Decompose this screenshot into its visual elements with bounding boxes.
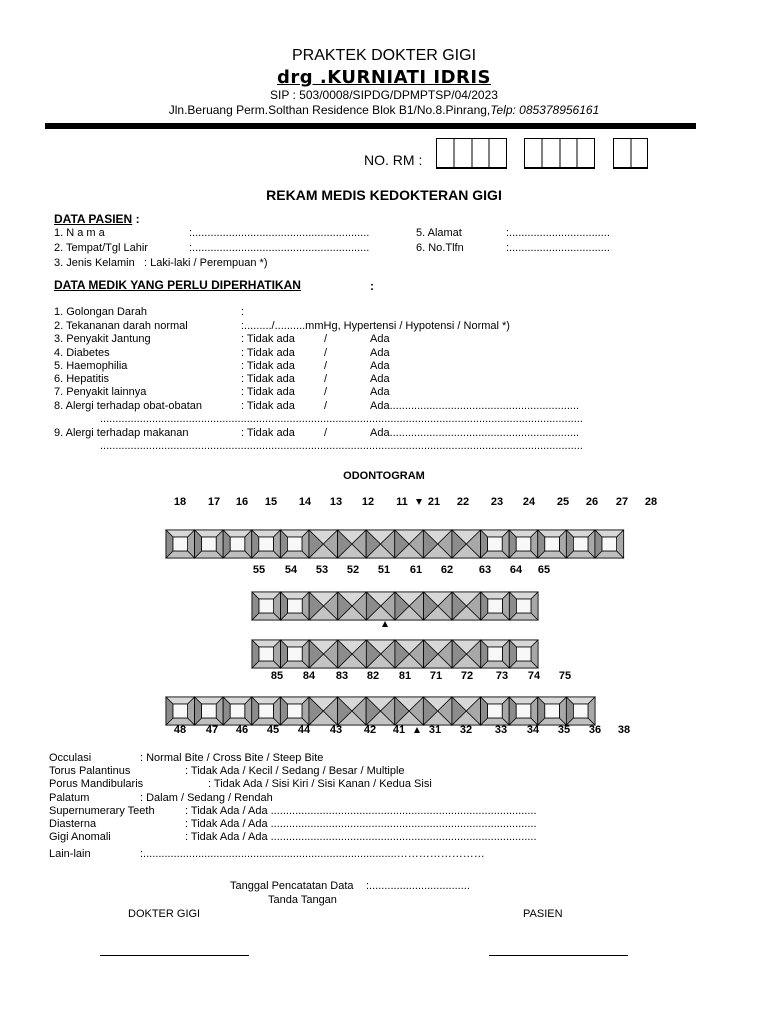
tooth-number-72: 72 xyxy=(460,670,474,682)
tooth-number-36: 36 xyxy=(588,724,602,736)
tooth-molar-44[interactable] xyxy=(280,697,309,725)
tooth-molar-35[interactable] xyxy=(509,697,538,725)
tooth-molar-38[interactable] xyxy=(566,697,595,725)
medical-value-3[interactable]: : Tidak ada xyxy=(241,333,295,345)
medical-label-4: 4. Diabetes xyxy=(54,347,110,359)
patient-gender-label: 3. Jenis Kelamin xyxy=(54,257,135,269)
tooth-number-32: 32 xyxy=(459,724,473,736)
medical-label-9: 9. Alergi terhadap makanan xyxy=(54,427,189,439)
tooth-number-34: 34 xyxy=(526,724,540,736)
tooth-molar-17[interactable] xyxy=(195,530,224,558)
tooth-number-16: 16 xyxy=(235,496,249,508)
medical-sep-8: / xyxy=(324,400,328,412)
tooth-number-52: 52 xyxy=(346,564,360,576)
exam-value-supernumerary[interactable]: : Tidak Ada / Ada ....................................................................................... xyxy=(185,805,537,817)
record-date-label: Tanggal Pencatatan Data xyxy=(230,880,354,892)
tooth-number-82: 82 xyxy=(366,670,380,682)
tooth-incisor-31[interactable] xyxy=(395,697,424,725)
tooth-incisor-21[interactable] xyxy=(395,530,424,558)
tooth-molar-48[interactable] xyxy=(166,697,195,725)
medical-label-5: 5. Haemophilia xyxy=(54,360,128,372)
medical-sep-4: / xyxy=(324,347,328,359)
tooth-molar-45[interactable] xyxy=(252,697,281,725)
exam-value-torus[interactable]: : Tidak Ada / Kecil / Sedang / Besar / Multiple xyxy=(185,765,405,777)
medical-heading-colon: : xyxy=(370,279,374,293)
tooth-number-38: 38 xyxy=(617,724,631,736)
tooth-number-64: 64 xyxy=(509,564,523,576)
patient-phone-label: 6. No.Tlfn xyxy=(416,242,464,254)
doctor-signature-label: DOKTER GIGI xyxy=(128,908,201,920)
medical-value-4[interactable]: : Tidak ada xyxy=(241,347,295,359)
tooth-molar-28[interactable] xyxy=(595,530,624,558)
tooth-molar-24[interactable] xyxy=(481,530,510,558)
midline-marker-deciduous xyxy=(382,621,388,627)
patient-signature-label: PASIEN xyxy=(523,908,563,920)
tooth-number-25: 25 xyxy=(556,496,570,508)
tooth-number-31: 31 xyxy=(428,724,442,736)
medical-alt-5[interactable]: Ada xyxy=(370,360,390,372)
patient-heading-colon: : xyxy=(135,212,140,226)
patient-signature-line[interactable] xyxy=(489,955,628,956)
tooth-number-15: 15 xyxy=(264,496,278,508)
patient-name-field[interactable]: :.......................................................... xyxy=(189,227,370,239)
doctor-signature-line[interactable] xyxy=(100,955,249,956)
tooth-incisor-13[interactable] xyxy=(309,530,338,558)
medical-value-6[interactable]: : Tidak ada xyxy=(241,373,295,385)
exam-value-diastema[interactable]: : Tidak Ada / Ada ....................................................................................... xyxy=(185,818,537,830)
tooth-incisor-72[interactable] xyxy=(424,640,453,668)
tooth-incisor-51[interactable] xyxy=(366,592,395,620)
tooth-incisor-61[interactable] xyxy=(395,592,424,620)
tooth-molar-25[interactable] xyxy=(509,530,538,558)
doctor-name: drg .KURNIATI IDRIS xyxy=(276,67,492,88)
tooth-incisor-43[interactable] xyxy=(309,697,338,725)
exam-value-palatum[interactable]: : Dalam / Sedang / Rendah xyxy=(140,792,273,804)
tooth-incisor-82[interactable] xyxy=(338,640,367,668)
exam-value-other[interactable]: :...................................................................................…………………… xyxy=(140,848,485,860)
tooth-molar-18[interactable] xyxy=(166,530,195,558)
tooth-number-61: 61 xyxy=(409,564,423,576)
signature-heading: Tanda Tangan xyxy=(268,894,337,906)
exam-label-anomaly: Gigi Anomali xyxy=(49,831,111,843)
medical-dotline-9[interactable]: .............................................................................................................................................................. xyxy=(100,440,583,452)
medical-sep-5: / xyxy=(324,360,328,372)
tooth-molar-74[interactable] xyxy=(481,640,510,668)
medical-alt-4[interactable]: Ada xyxy=(370,347,390,359)
tooth-number-28: 28 xyxy=(644,496,658,508)
patient-address-field[interactable]: :................................. xyxy=(506,227,610,239)
tooth-number-17: 17 xyxy=(207,496,221,508)
exam-value-anomaly[interactable]: : Tidak Ada / Ada ....................................................................................... xyxy=(185,831,537,843)
medical-label-1: 1. Golongan Darah xyxy=(54,306,147,318)
tooth-molar-36[interactable] xyxy=(538,697,567,725)
tooth-number-46: 46 xyxy=(235,724,249,736)
medical-alt-6[interactable]: Ada xyxy=(370,373,390,385)
exam-value-porus[interactable]: : Tidak Ada / Sisi Kiri / Sisi Kanan / Kedua Sisi xyxy=(208,778,432,790)
tooth-molar-46[interactable] xyxy=(223,697,252,725)
patient-birth-field[interactable]: :.......................................................... xyxy=(189,242,370,254)
patient-phone-field[interactable]: :................................. xyxy=(506,242,610,254)
tooth-number-12: 12 xyxy=(361,496,375,508)
patient-address-label: 5. Alamat xyxy=(416,227,462,239)
tooth-number-65: 65 xyxy=(537,564,551,576)
medical-label-8: 8. Alergi terhadap obat-obatan xyxy=(54,400,203,412)
medical-sep-7: / xyxy=(324,386,328,398)
medical-sep-9: / xyxy=(324,427,328,439)
tooth-molar-64[interactable] xyxy=(481,592,510,620)
tooth-molar-15[interactable] xyxy=(252,530,281,558)
tooth-number-44: 44 xyxy=(297,724,311,736)
tooth-number-13: 13 xyxy=(329,496,343,508)
medical-label-3: 3. Penyakit Jantung xyxy=(54,333,151,345)
tooth-molar-14[interactable] xyxy=(280,530,309,558)
tooth-number-35: 35 xyxy=(557,724,571,736)
patient-name-label: 1. N a m a xyxy=(54,227,105,239)
tooth-molar-16[interactable] xyxy=(223,530,252,558)
rm-label: NO. RM : xyxy=(364,152,423,168)
medical-label-6: 6. Hepatitis xyxy=(54,373,110,385)
tooth-number-11: 11 xyxy=(396,496,408,508)
medical-alt-8[interactable]: Ada.............................................................. xyxy=(370,400,580,412)
patient-gender-field[interactable]: : Laki-laki / Perempuan *) xyxy=(144,257,268,269)
medical-dotline-8[interactable]: .............................................................................................................................................................. xyxy=(100,413,583,425)
tooth-number-22: 22 xyxy=(456,496,470,508)
tooth-molar-75[interactable] xyxy=(509,640,538,668)
tooth-molar-55[interactable] xyxy=(252,592,281,620)
tooth-incisor-71[interactable] xyxy=(395,640,424,668)
exam-label-diastema: Diasterna xyxy=(49,818,97,830)
exam-label-supernumerary: Supernumerary Teeth xyxy=(49,805,155,817)
medical-alt-9[interactable]: Ada.............................................................. xyxy=(370,427,580,439)
tooth-incisor-33[interactable] xyxy=(452,697,481,725)
tooth-number-74: 74 xyxy=(527,670,541,682)
tooth-incisor-41[interactable] xyxy=(366,697,395,725)
tooth-molar-47[interactable] xyxy=(195,697,224,725)
tooth-number-18: 18 xyxy=(173,496,187,508)
tooth-number-71: 71 xyxy=(429,670,443,682)
record-date-field[interactable]: :................................. xyxy=(366,880,470,892)
patient-birth-label: 2. Tempat/Tgl Lahir xyxy=(54,242,148,254)
tooth-incisor-42[interactable] xyxy=(338,697,367,725)
tooth-molar-26[interactable] xyxy=(538,530,567,558)
tooth-number-48: 48 xyxy=(173,724,187,736)
tooth-number-33: 33 xyxy=(494,724,508,736)
clinic-name: PRAKTEK DOKTER GIGI xyxy=(291,47,477,64)
exam-label-palatum: Palatum xyxy=(49,792,90,804)
tooth-molar-34[interactable] xyxy=(481,697,510,725)
midline-marker-lower xyxy=(414,727,420,733)
tooth-number-27: 27 xyxy=(615,496,629,508)
tooth-number-23: 23 xyxy=(490,496,504,508)
tooth-incisor-52[interactable] xyxy=(338,592,367,620)
tooth-number-14: 14 xyxy=(298,496,312,508)
license-number: SIP : 503/0008/SIPDG/DPMPTSP/04/2023 xyxy=(270,88,498,102)
exam-label-torus: Torus Palantinus xyxy=(49,765,131,777)
odontogram-title: ODONTOGRAM xyxy=(343,470,425,482)
tooth-incisor-11[interactable] xyxy=(366,530,395,558)
tooth-number-63: 63 xyxy=(478,564,492,576)
tooth-number-83: 83 xyxy=(335,670,349,682)
tooth-number-81: 81 xyxy=(398,670,412,682)
form-title: REKAM MEDIS KEDOKTERAN GIGI xyxy=(266,187,502,203)
tooth-incisor-23[interactable] xyxy=(452,530,481,558)
medical-value-1[interactable]: : xyxy=(241,306,245,318)
exam-label-occlusion: Occulasi xyxy=(49,752,92,764)
tooth-number-42: 42 xyxy=(363,724,377,736)
medical-label-7: 7. Penyakit lainnya xyxy=(54,386,147,398)
medical-sep-6: / xyxy=(324,373,328,385)
tooth-number-45: 45 xyxy=(266,724,280,736)
medical-label-2: 2. Tekananan darah normal xyxy=(54,320,188,332)
tooth-number-54: 54 xyxy=(284,564,298,576)
medical-alt-3[interactable]: Ada xyxy=(370,333,390,345)
medical-section-heading: DATA MEDIK YANG PERLU DIPERHATIKAN xyxy=(54,278,301,292)
tooth-number-24: 24 xyxy=(522,496,536,508)
exam-label-porus: Porus Mandibularis xyxy=(49,778,144,790)
tooth-incisor-22[interactable] xyxy=(423,530,452,558)
medical-value-9[interactable]: : Tidak ada xyxy=(241,427,295,439)
tooth-molar-84[interactable] xyxy=(281,640,310,668)
tooth-number-84: 84 xyxy=(302,670,316,682)
patient-heading-text: DATA PASIEN xyxy=(54,212,133,226)
tooth-number-53: 53 xyxy=(315,564,329,576)
exam-value-occlusion[interactable]: : Normal Bite / Cross Bite / Steep Bite xyxy=(140,752,324,764)
phone-text: Telp: 085378956161 xyxy=(490,103,600,117)
tooth-incisor-63[interactable] xyxy=(452,592,481,620)
tooth-number-75: 75 xyxy=(558,670,572,682)
tooth-number-43: 43 xyxy=(329,724,343,736)
tooth-molar-27[interactable] xyxy=(566,530,595,558)
medical-alt-7[interactable]: Ada xyxy=(370,386,390,398)
tooth-molar-65[interactable] xyxy=(509,592,538,620)
medical-value-2[interactable]: :........./..........mmHg, Hypertensi / Hypotensi / Normal *) xyxy=(241,320,510,332)
medical-value-5[interactable]: : Tidak ada xyxy=(241,360,295,372)
tooth-number-62: 62 xyxy=(440,564,454,576)
exam-label-other: Lain-lain xyxy=(49,848,91,860)
tooth-number-85: 85 xyxy=(270,670,284,682)
medical-value-7[interactable]: : Tidak ada xyxy=(241,386,295,398)
medical-sep-3: / xyxy=(324,333,328,345)
tooth-incisor-53[interactable] xyxy=(309,592,338,620)
tooth-incisor-12[interactable] xyxy=(338,530,367,558)
tooth-number-47: 47 xyxy=(205,724,219,736)
tooth-number-51: 51 xyxy=(377,564,391,576)
tooth-incisor-73[interactable] xyxy=(452,640,481,668)
tooth-number-26: 26 xyxy=(585,496,599,508)
tooth-number-73: 73 xyxy=(495,670,509,682)
address-text: Jln.Beruang Perm.Solthan Residence Blok B1/No.8.Pinrang, xyxy=(168,103,491,117)
tooth-molar-54[interactable] xyxy=(281,592,310,620)
tooth-incisor-83[interactable] xyxy=(309,640,338,668)
tooth-number-55: 55 xyxy=(252,564,266,576)
medical-value-8[interactable]: : Tidak ada xyxy=(241,400,295,412)
tooth-incisor-81[interactable] xyxy=(366,640,395,668)
tooth-incisor-62[interactable] xyxy=(424,592,453,620)
tooth-incisor-32[interactable] xyxy=(423,697,452,725)
tooth-number-21: 21 xyxy=(427,496,441,508)
tooth-number-41: 41 xyxy=(392,724,406,736)
tooth-molar-85[interactable] xyxy=(252,640,281,668)
